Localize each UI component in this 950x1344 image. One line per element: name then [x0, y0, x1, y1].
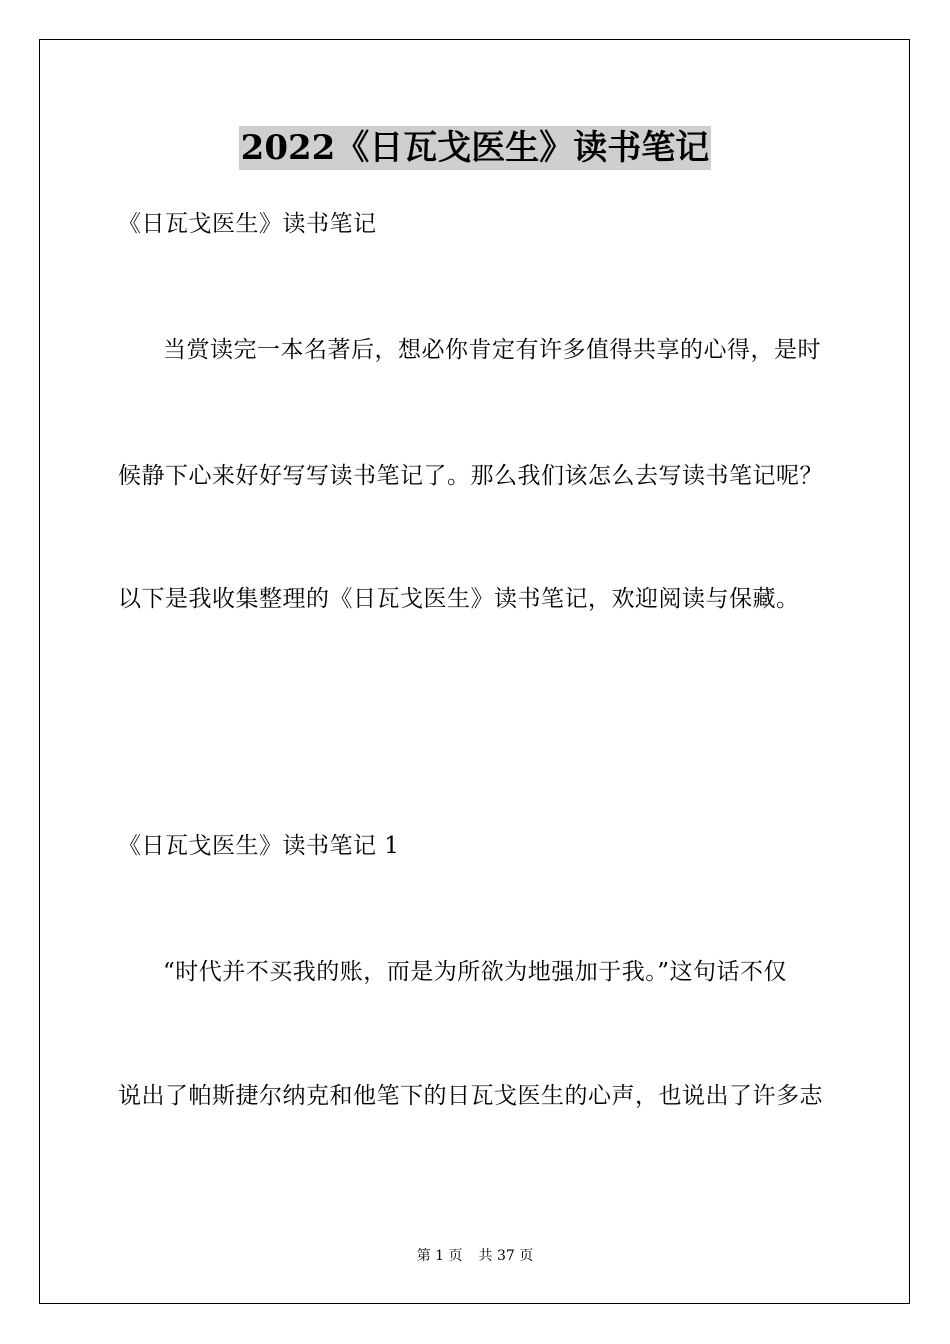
section-line-1: “时代并不买我的账，而是为所欲为地强加于我。”这句话不仅	[163, 959, 788, 985]
section-line-2: 说出了帕斯捷尔纳克和他笔下的日瓦戈医生的心声，也说出了许多志	[118, 1083, 823, 1109]
intro-line-2: 候静下心来好好写写读书笔记了。那么我们该怎么去写读书笔记呢？	[118, 463, 823, 489]
intro-line-1: 当赏读完一本名著后，想必你肯定有许多值得共享的心得，是时	[163, 337, 821, 363]
document-subtitle: 《日瓦戈医生》读书笔记	[118, 211, 377, 237]
page-number: 第 1 页	[416, 1248, 463, 1264]
intro-line-3: 以下是我收集整理的《日瓦戈医生》读书笔记，欢迎阅读与保藏。	[118, 586, 800, 612]
page-total: 共 37 页	[478, 1248, 534, 1264]
section-heading: 《日瓦戈医生》读书笔记 1	[118, 833, 400, 859]
page-footer	[0, 1247, 950, 1265]
document-title: 2022《日瓦戈医生》读书笔记	[240, 128, 710, 168]
title-container	[0, 126, 950, 170]
